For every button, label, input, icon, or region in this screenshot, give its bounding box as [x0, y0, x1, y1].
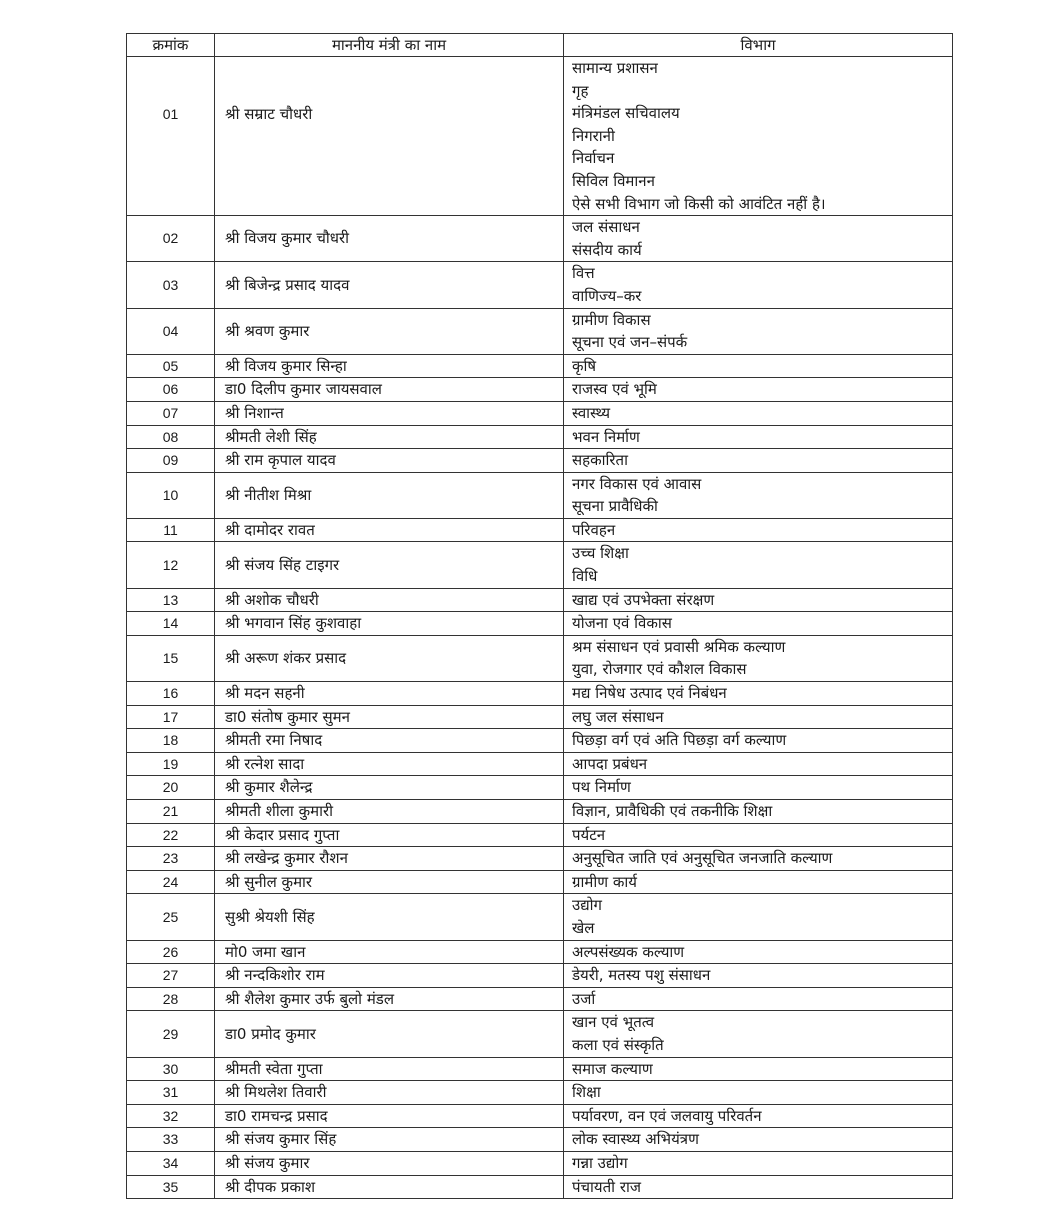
- serial-number: 35: [127, 1175, 215, 1199]
- serial-number: 33: [127, 1128, 215, 1152]
- minister-name: श्री नन्दकिशोर राम: [215, 964, 564, 988]
- table-row: [127, 847, 953, 871]
- department-cell: [564, 870, 953, 894]
- minister-name: श्रीमती स्वेता गुप्ता: [215, 1057, 564, 1081]
- department-cell: [564, 308, 953, 354]
- minister-name: श्री नीतीश मिश्रा: [215, 472, 564, 518]
- department-name: अनुसूचित जाति एवं अनुसूचित जनजाति कल्याण: [572, 849, 833, 868]
- serial-number: 01: [127, 57, 215, 216]
- serial-number: 04: [127, 308, 215, 354]
- department-cell: [564, 425, 953, 449]
- serial-number: 15: [127, 635, 215, 681]
- table-row: [127, 682, 953, 706]
- table-row: [127, 1151, 953, 1175]
- serial-number: 16: [127, 682, 215, 706]
- serial-number: 31: [127, 1081, 215, 1105]
- department-cell: [564, 262, 953, 308]
- minister-name: श्री सुनील कुमार: [215, 870, 564, 894]
- serial-number: 07: [127, 401, 215, 425]
- serial-number: 25: [127, 894, 215, 940]
- department-name: डेयरी, मतस्य पशु संसाधन: [572, 966, 711, 985]
- minister-name: मो0 जमा खान: [215, 940, 564, 964]
- table-row: [127, 1128, 953, 1152]
- department-name: भवन निर्माण: [572, 427, 640, 446]
- department-cell: [564, 940, 953, 964]
- department-name: पथ निर्माण: [572, 778, 631, 797]
- serial-number: 20: [127, 776, 215, 800]
- department-cell: [564, 401, 953, 425]
- department-name: पर्यटन: [572, 825, 606, 844]
- department-name: सूचना एवं जन–संपर्क: [572, 333, 688, 352]
- department-name: पिछड़ा वर्ग एवं अति पिछड़ा वर्ग कल्याण: [572, 731, 787, 750]
- table-row: [127, 800, 953, 824]
- department-name: वित्त: [572, 264, 595, 283]
- department-name: खान एवं भूतत्व: [572, 1013, 655, 1032]
- department-name: जल संसाधन: [572, 218, 640, 237]
- department-name: समाज कल्याण: [572, 1059, 653, 1078]
- serial-number: 28: [127, 987, 215, 1011]
- department-cell: [564, 588, 953, 612]
- serial-number: 19: [127, 752, 215, 776]
- header-department: विभाग: [564, 34, 953, 57]
- department-name: नगर विकास एवं आवास: [572, 474, 702, 493]
- department-name: कला एवं संस्कृति: [572, 1035, 664, 1054]
- table-row: [127, 262, 953, 308]
- department-name: राजस्व एवं भूमि: [572, 380, 657, 399]
- minister-name: श्री राम कृपाल यादव: [215, 449, 564, 473]
- department-name: संसदीय कार्य: [572, 240, 642, 259]
- department-cell: [564, 1104, 953, 1128]
- department-name: आपदा प्रबंधन: [572, 754, 648, 773]
- department-name: खाद्य एवं उपभेक्ता संरक्षण: [572, 590, 715, 609]
- department-name: मंत्रिमंडल सचिवालय: [572, 104, 680, 123]
- department-cell: [564, 894, 953, 940]
- department-name: उच्च शिक्षा: [572, 544, 629, 563]
- department-name: ग्रामीण विकास: [572, 310, 651, 329]
- table-row: [127, 378, 953, 402]
- serial-number: 06: [127, 378, 215, 402]
- serial-number: 13: [127, 588, 215, 612]
- department-name: अल्पसंख्यक कल्याण: [572, 942, 685, 961]
- department-name: विज्ञान, प्रावैधिकी एवं तकनीकि शिक्षा: [572, 802, 773, 820]
- minister-name: डा0 प्रमोद कुमार: [215, 1011, 564, 1057]
- department-cell: [564, 1151, 953, 1175]
- serial-number: 26: [127, 940, 215, 964]
- department-cell: [564, 823, 953, 847]
- minister-name: सुश्री श्रेयशी सिंह: [215, 894, 564, 940]
- minister-name: श्री केदार प्रसाद गुप्ता: [215, 823, 564, 847]
- department-cell: [564, 612, 953, 636]
- department-name: श्रम संसाधन एवं प्रवासी श्रमिक कल्याण: [572, 637, 786, 656]
- department-name: कृषि: [572, 356, 597, 375]
- serial-number: 02: [127, 216, 215, 262]
- serial-number: 22: [127, 823, 215, 847]
- minister-name: डा0 रामचन्द्र प्रसाद: [215, 1104, 564, 1128]
- department-name: गृह: [572, 81, 589, 100]
- department-cell: [564, 964, 953, 988]
- minister-name: श्री संजय कुमार: [215, 1151, 564, 1175]
- department-cell: [564, 1081, 953, 1105]
- department-cell: [564, 1128, 953, 1152]
- serial-number: 27: [127, 964, 215, 988]
- department-name: सिविल विमानन: [572, 171, 655, 190]
- department-cell: [564, 216, 953, 262]
- serial-number: 18: [127, 729, 215, 753]
- ministers-table: [126, 33, 953, 1199]
- minister-name: श्रीमती शीला कुमारी: [215, 800, 564, 824]
- minister-name: श्री संजय सिंह टाइगर: [215, 542, 564, 588]
- department-name: ऐसे सभी विभाग जो किसी को आवंटित नहीं है।: [572, 194, 826, 213]
- serial-number: 09: [127, 449, 215, 473]
- department-cell: [564, 847, 953, 871]
- table-row: [127, 940, 953, 964]
- department-cell: [564, 449, 953, 473]
- department-cell: [564, 682, 953, 706]
- department-name: योजना एवं विकास: [572, 614, 672, 633]
- table-row: [127, 752, 953, 776]
- department-cell: [564, 354, 953, 378]
- minister-name: श्री श्रवण कुमार: [215, 308, 564, 354]
- department-cell: [564, 57, 953, 216]
- department-name: निगरानी: [572, 126, 615, 145]
- minister-name: श्री अशोक चौधरी: [215, 588, 564, 612]
- minister-name: डा0 संतोष कुमार सुमन: [215, 705, 564, 729]
- department-cell: [564, 987, 953, 1011]
- serial-number: 34: [127, 1151, 215, 1175]
- department-name: लघु जल संसाधन: [572, 707, 664, 726]
- serial-number: 29: [127, 1011, 215, 1057]
- department-name: पंचायती राज: [572, 1177, 641, 1196]
- minister-name: श्री निशान्त: [215, 401, 564, 425]
- table-row: [127, 401, 953, 425]
- serial-number: 10: [127, 472, 215, 518]
- department-cell: [564, 705, 953, 729]
- department-cell: [564, 542, 953, 588]
- serial-number: 08: [127, 425, 215, 449]
- table-row: [127, 308, 953, 354]
- minister-name: श्री विजय कुमार चौधरी: [215, 216, 564, 262]
- table-row: [127, 216, 953, 262]
- table-row: [127, 964, 953, 988]
- table-row: [127, 870, 953, 894]
- department-name: युवा, रोजगार एवं कौशल विकास: [572, 660, 747, 679]
- department-name: सूचना प्रावैधिकी: [572, 497, 658, 516]
- serial-number: 05: [127, 354, 215, 378]
- minister-name: श्री अरूण शंकर प्रसाद: [215, 635, 564, 681]
- minister-name: श्रीमती रमा निषाद: [215, 729, 564, 753]
- serial-number: 14: [127, 612, 215, 636]
- serial-number: 21: [127, 800, 215, 824]
- minister-name: श्री कुमार शैलेन्द्र: [215, 776, 564, 800]
- table-row: [127, 1057, 953, 1081]
- table-row: [127, 1011, 953, 1057]
- table-row: [127, 705, 953, 729]
- department-cell: [564, 752, 953, 776]
- minister-name: श्री रत्नेश सादा: [215, 752, 564, 776]
- table-row: [127, 1081, 953, 1105]
- department-name: शिक्षा: [572, 1083, 601, 1102]
- table-row: [127, 518, 953, 542]
- serial-number: 12: [127, 542, 215, 588]
- serial-number: 32: [127, 1104, 215, 1128]
- minister-name: श्रीमती लेशी सिंह: [215, 425, 564, 449]
- department-cell: [564, 776, 953, 800]
- table-row: [127, 449, 953, 473]
- minister-name: श्री सम्राट चौधरी: [215, 57, 564, 216]
- table-row: [127, 354, 953, 378]
- department-name: निर्वाचन: [572, 149, 615, 168]
- table-row: [127, 635, 953, 681]
- department-name: वाणिज्य–कर: [572, 286, 642, 305]
- table-body: [127, 57, 953, 1199]
- table-row: [127, 987, 953, 1011]
- minister-name: श्री दामोदर रावत: [215, 518, 564, 542]
- department-cell: [564, 1057, 953, 1081]
- department-name: गन्ना उद्योग: [572, 1153, 628, 1172]
- department-name: सामान्य प्रशासन: [572, 59, 658, 77]
- table-row: [127, 1175, 953, 1199]
- table-row: [127, 612, 953, 636]
- minister-name: श्री विजय कुमार सिन्हा: [215, 354, 564, 378]
- minister-name: श्री भगवान सिंह कुशवाहा: [215, 612, 564, 636]
- department-cell: [564, 472, 953, 518]
- table-row: [127, 472, 953, 518]
- serial-number: 23: [127, 847, 215, 871]
- department-name: परिवहन: [572, 520, 616, 539]
- serial-number: 17: [127, 705, 215, 729]
- department-name: स्वास्थ्य: [572, 403, 611, 422]
- table-row: [127, 57, 953, 216]
- table-row: [127, 823, 953, 847]
- serial-number: 30: [127, 1057, 215, 1081]
- minister-name: श्री संजय कुमार सिंह: [215, 1128, 564, 1152]
- table-row: [127, 588, 953, 612]
- header-serial: क्रमांक: [127, 34, 215, 57]
- minister-name: श्री मिथलेश तिवारी: [215, 1081, 564, 1105]
- department-cell: [564, 518, 953, 542]
- department-name: सहकारिता: [572, 451, 628, 470]
- department-name: मद्य निषेध उत्पाद एवं निबंधन: [572, 684, 727, 703]
- header-row: [127, 34, 953, 57]
- department-cell: [564, 729, 953, 753]
- minister-name: श्री मदन सहनी: [215, 682, 564, 706]
- serial-number: 03: [127, 262, 215, 308]
- department-name: उर्जा: [572, 989, 596, 1008]
- table-row: [127, 1104, 953, 1128]
- department-cell: [564, 800, 953, 824]
- department-cell: [564, 1175, 953, 1199]
- minister-name: डा0 दिलीप कुमार जायसवाल: [215, 378, 564, 402]
- document-page: [126, 33, 952, 1199]
- department-name: उद्योग: [572, 896, 603, 915]
- minister-name: श्री शैलेश कुमार उर्फ बुलो मंडल: [215, 987, 564, 1011]
- minister-name: श्री लखेन्द्र कुमार रौशन: [215, 847, 564, 871]
- table-row: [127, 425, 953, 449]
- minister-name: श्री बिजेन्द्र प्रसाद यादव: [215, 262, 564, 308]
- department-cell: [564, 635, 953, 681]
- department-cell: [564, 378, 953, 402]
- serial-number: 11: [127, 518, 215, 542]
- table-row: [127, 776, 953, 800]
- table-row: [127, 729, 953, 753]
- table-row: [127, 542, 953, 588]
- header-minister-name: माननीय मंत्री का नाम: [215, 34, 564, 57]
- department-name: लोक स्वास्थ्य अभियंत्रण: [572, 1130, 699, 1149]
- table-row: [127, 894, 953, 940]
- serial-number: 24: [127, 870, 215, 894]
- department-name: ग्रामीण कार्य: [572, 872, 637, 891]
- department-name: पर्यावरण, वन एवं जलवायु परिवर्तन: [572, 1106, 762, 1125]
- department-name: विधि: [572, 567, 598, 586]
- department-cell: [564, 1011, 953, 1057]
- department-name: खेल: [572, 918, 595, 937]
- minister-name: श्री दीपक प्रकाश: [215, 1175, 564, 1199]
